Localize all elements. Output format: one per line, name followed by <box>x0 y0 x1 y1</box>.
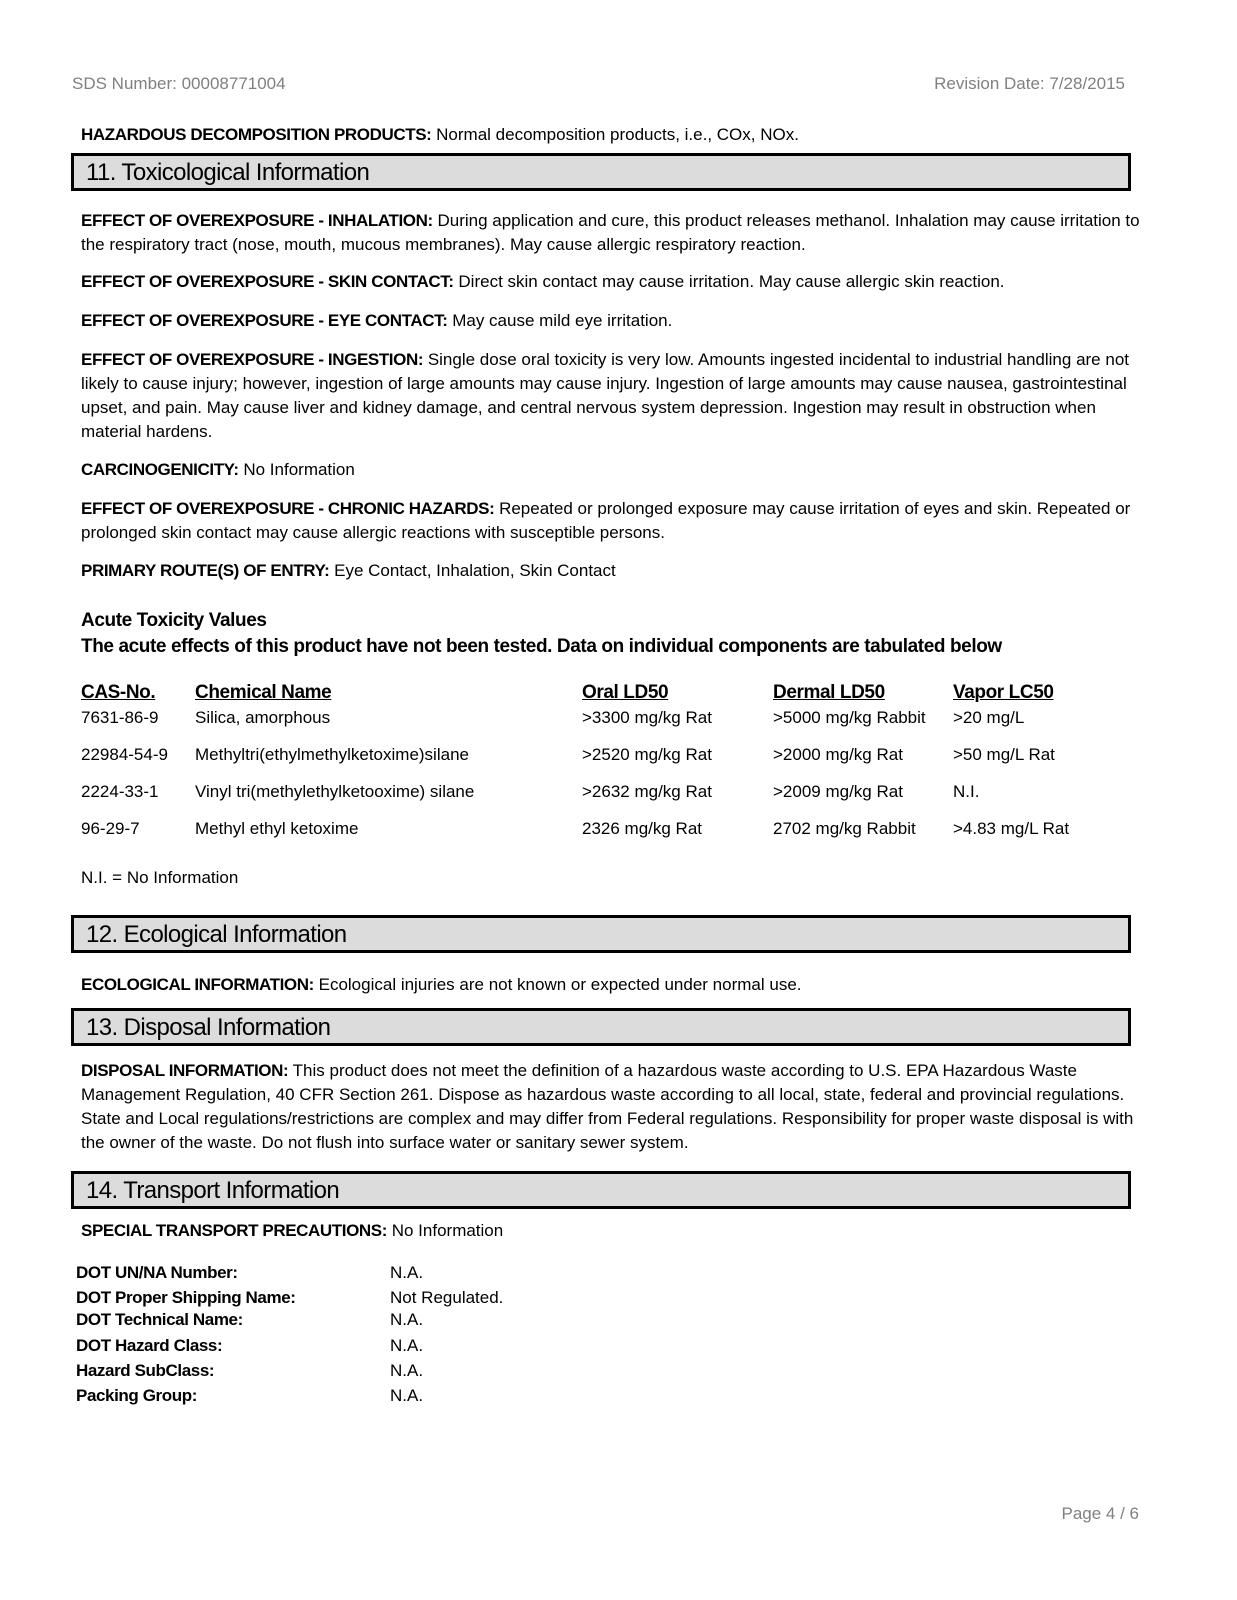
section-13-header <box>71 1008 1131 1046</box>
disposal-label: DISPOSAL INFORMATION: <box>81 1061 289 1080</box>
field-value: N.A. <box>390 1336 424 1355</box>
cell-dermal-ld50: >2009 mg/kg Rat <box>773 782 903 801</box>
cell-chemical-name: Silica, amorphous <box>195 708 331 727</box>
cell-vapor-lc50: N.I. <box>953 782 980 801</box>
field-label: DOT Technical Name: <box>76 1310 243 1329</box>
chronic-paragraph <box>81 497 1141 545</box>
carcinogenicity-label: CARCINOGENICITY: <box>81 460 239 479</box>
column-header-chemical-name: Chemical Name <box>195 682 332 703</box>
field-value: N.A. <box>390 1386 424 1405</box>
eye-paragraph <box>81 309 1141 333</box>
disposal-text: This product does not meet the definition of a hazardous waste according to U.S. EPA Hazardous Waste Management Regulation, 40 CFR Section 261. Dispose as hazardous waste according to all local, state, federal and provincial regulations. State and Local regulations/restrictions are complex and may differ from Federal regulations. Responsibility for proper waste disposal is with the owner of the waste. Do not flush into surface water or sanitary sewer system. <box>81 1061 1134 1152</box>
transport-label: SPECIAL TRANSPORT PRECAUTIONS: <box>81 1221 387 1240</box>
cell-vapor-lc50: >20 mg/L <box>953 708 1025 727</box>
table-footnote: N.I. = No Information <box>81 868 239 887</box>
inhalation-text: During application and cure, this product releases methanol. Inhalation may cause irritation to the respiratory tract (nose, mouth, mucous membranes). May cause allergic respiratory reaction. <box>81 211 1140 254</box>
field-value: N.A. <box>390 1310 424 1329</box>
cell-cas: 96-29-7 <box>81 819 140 838</box>
cell-dermal-ld50: 2702 mg/kg Rabbit <box>773 819 916 838</box>
cell-vapor-lc50: >4.83 mg/L Rat <box>953 819 1070 838</box>
route-text: Eye Contact, Inhalation, Skin Contact <box>329 561 616 580</box>
transport-text: No Information <box>387 1221 504 1240</box>
eye-text: May cause mild eye irritation. <box>447 311 673 330</box>
field-label: DOT Proper Shipping Name: <box>76 1288 296 1307</box>
field-value: Not Regulated. <box>390 1288 504 1307</box>
skin-label: EFFECT OF OVEREXPOSURE - SKIN CONTACT: <box>81 272 454 291</box>
ingestion-paragraph <box>81 348 1141 444</box>
ecological-paragraph <box>81 973 1141 997</box>
ingestion-label: EFFECT OF OVEREXPOSURE - INGESTION: <box>81 350 424 369</box>
cell-chemical-name: Methyl ethyl ketoxime <box>195 819 359 838</box>
inhalation-label: EFFECT OF OVEREXPOSURE - INHALATION: <box>81 211 433 230</box>
field-label: DOT Hazard Class: <box>76 1336 223 1355</box>
field-label: DOT UN/NA Number: <box>76 1263 238 1282</box>
field-value: N.A. <box>390 1361 424 1380</box>
skin-paragraph <box>81 270 1141 294</box>
ingestion-text: Single dose oral toxicity is very low. Amounts ingested incidental to industrial handling are not likely to cause injury; however, ingestion of large amounts may cause injury. Ingestion of large amounts may cause nausea, gastrointestinal upset, and pain. May cause liver and kidney damage, and central nervous system depression. Ingestion may result in obstruction when material hardens. <box>81 350 1129 441</box>
route-label: PRIMARY ROUTE(S) OF ENTRY: <box>81 561 330 580</box>
cell-oral-ld50: >2632 mg/kg Rat <box>582 782 712 801</box>
column-header-vapor-lc50: Vapor LC50 <box>953 682 1054 703</box>
field-label: Packing Group: <box>76 1386 197 1405</box>
sds-number: SDS Number: 00008771004 <box>72 74 286 93</box>
transport-paragraph <box>81 1219 1141 1243</box>
ecological-label: ECOLOGICAL INFORMATION: <box>81 975 314 994</box>
eye-label: EFFECT OF OVEREXPOSURE - EYE CONTACT: <box>81 311 448 330</box>
section-14-header <box>71 1171 1131 1209</box>
chronic-label: EFFECT OF OVEREXPOSURE - CHRONIC HAZARDS: <box>81 499 495 518</box>
column-header-oral-ld50: Oral LD50 <box>582 682 669 703</box>
cell-oral-ld50: >3300 mg/kg Rat <box>582 708 712 727</box>
cell-cas: 22984-54-9 <box>81 745 168 764</box>
decomposition-label: HAZARDOUS DECOMPOSITION PRODUCTS: <box>81 125 432 144</box>
cell-cas: 2224-33-1 <box>81 782 159 801</box>
acute-toxicity-title: Acute Toxicity Values <box>81 610 267 631</box>
carcinogenicity-paragraph <box>81 458 1141 482</box>
field-value: N.A. <box>390 1263 424 1282</box>
section-13-title: 13. Disposal Information <box>86 1014 331 1041</box>
disposal-paragraph <box>81 1059 1141 1155</box>
cell-oral-ld50: 2326 mg/kg Rat <box>582 819 703 838</box>
carcinogenicity-text: No Information <box>238 460 355 479</box>
cell-oral-ld50: >2520 mg/kg Rat <box>582 745 712 764</box>
section-11-title: 11. Toxicological Information <box>86 159 370 186</box>
cell-dermal-ld50: >2000 mg/kg Rat <box>773 745 903 764</box>
inhalation-paragraph <box>81 209 1141 257</box>
decomposition-text: Normal decomposition products, i.e., COx, NOx. <box>431 125 799 144</box>
section-11-header <box>71 153 1131 191</box>
section-12-title: 12. Ecological Information <box>86 921 347 948</box>
skin-text: Direct skin contact may cause irritation. May cause allergic skin reaction. <box>453 272 1005 291</box>
cell-vapor-lc50: >50 mg/L Rat <box>953 745 1055 764</box>
revision-date: Revision Date: 7/28/2015 <box>934 74 1125 93</box>
column-header-cas: CAS-No. <box>81 682 156 703</box>
route-paragraph <box>81 559 1141 583</box>
section-12-header <box>71 915 1131 953</box>
chronic-text: Repeated or prolonged exposure may cause irritation of eyes and skin. Repeated or prolonged skin contact may cause allergic reactions with susceptible persons. <box>81 499 1131 542</box>
field-label: Hazard SubClass: <box>76 1361 215 1380</box>
cell-chemical-name: Methyltri(ethylmethylketoxime)silane <box>195 745 469 764</box>
column-header-dermal-ld50: Dermal LD50 <box>773 682 885 703</box>
cell-chemical-name: Vinyl tri(methylethylketooxime) silane <box>195 782 475 801</box>
decomposition-paragraph <box>81 123 1141 147</box>
cell-cas: 7631-86-9 <box>81 708 159 727</box>
section-14-title: 14. Transport Information <box>86 1177 340 1204</box>
acute-toxicity-subtitle: The acute effects of this product have not been tested. Data on individual components are tabulated below <box>81 636 1002 657</box>
ecological-text: Ecological injuries are not known or expected under normal use. <box>313 975 802 994</box>
cell-dermal-ld50: >5000 mg/kg Rabbit <box>773 708 926 727</box>
page-number: Page 4 / 6 <box>1061 1504 1139 1523</box>
